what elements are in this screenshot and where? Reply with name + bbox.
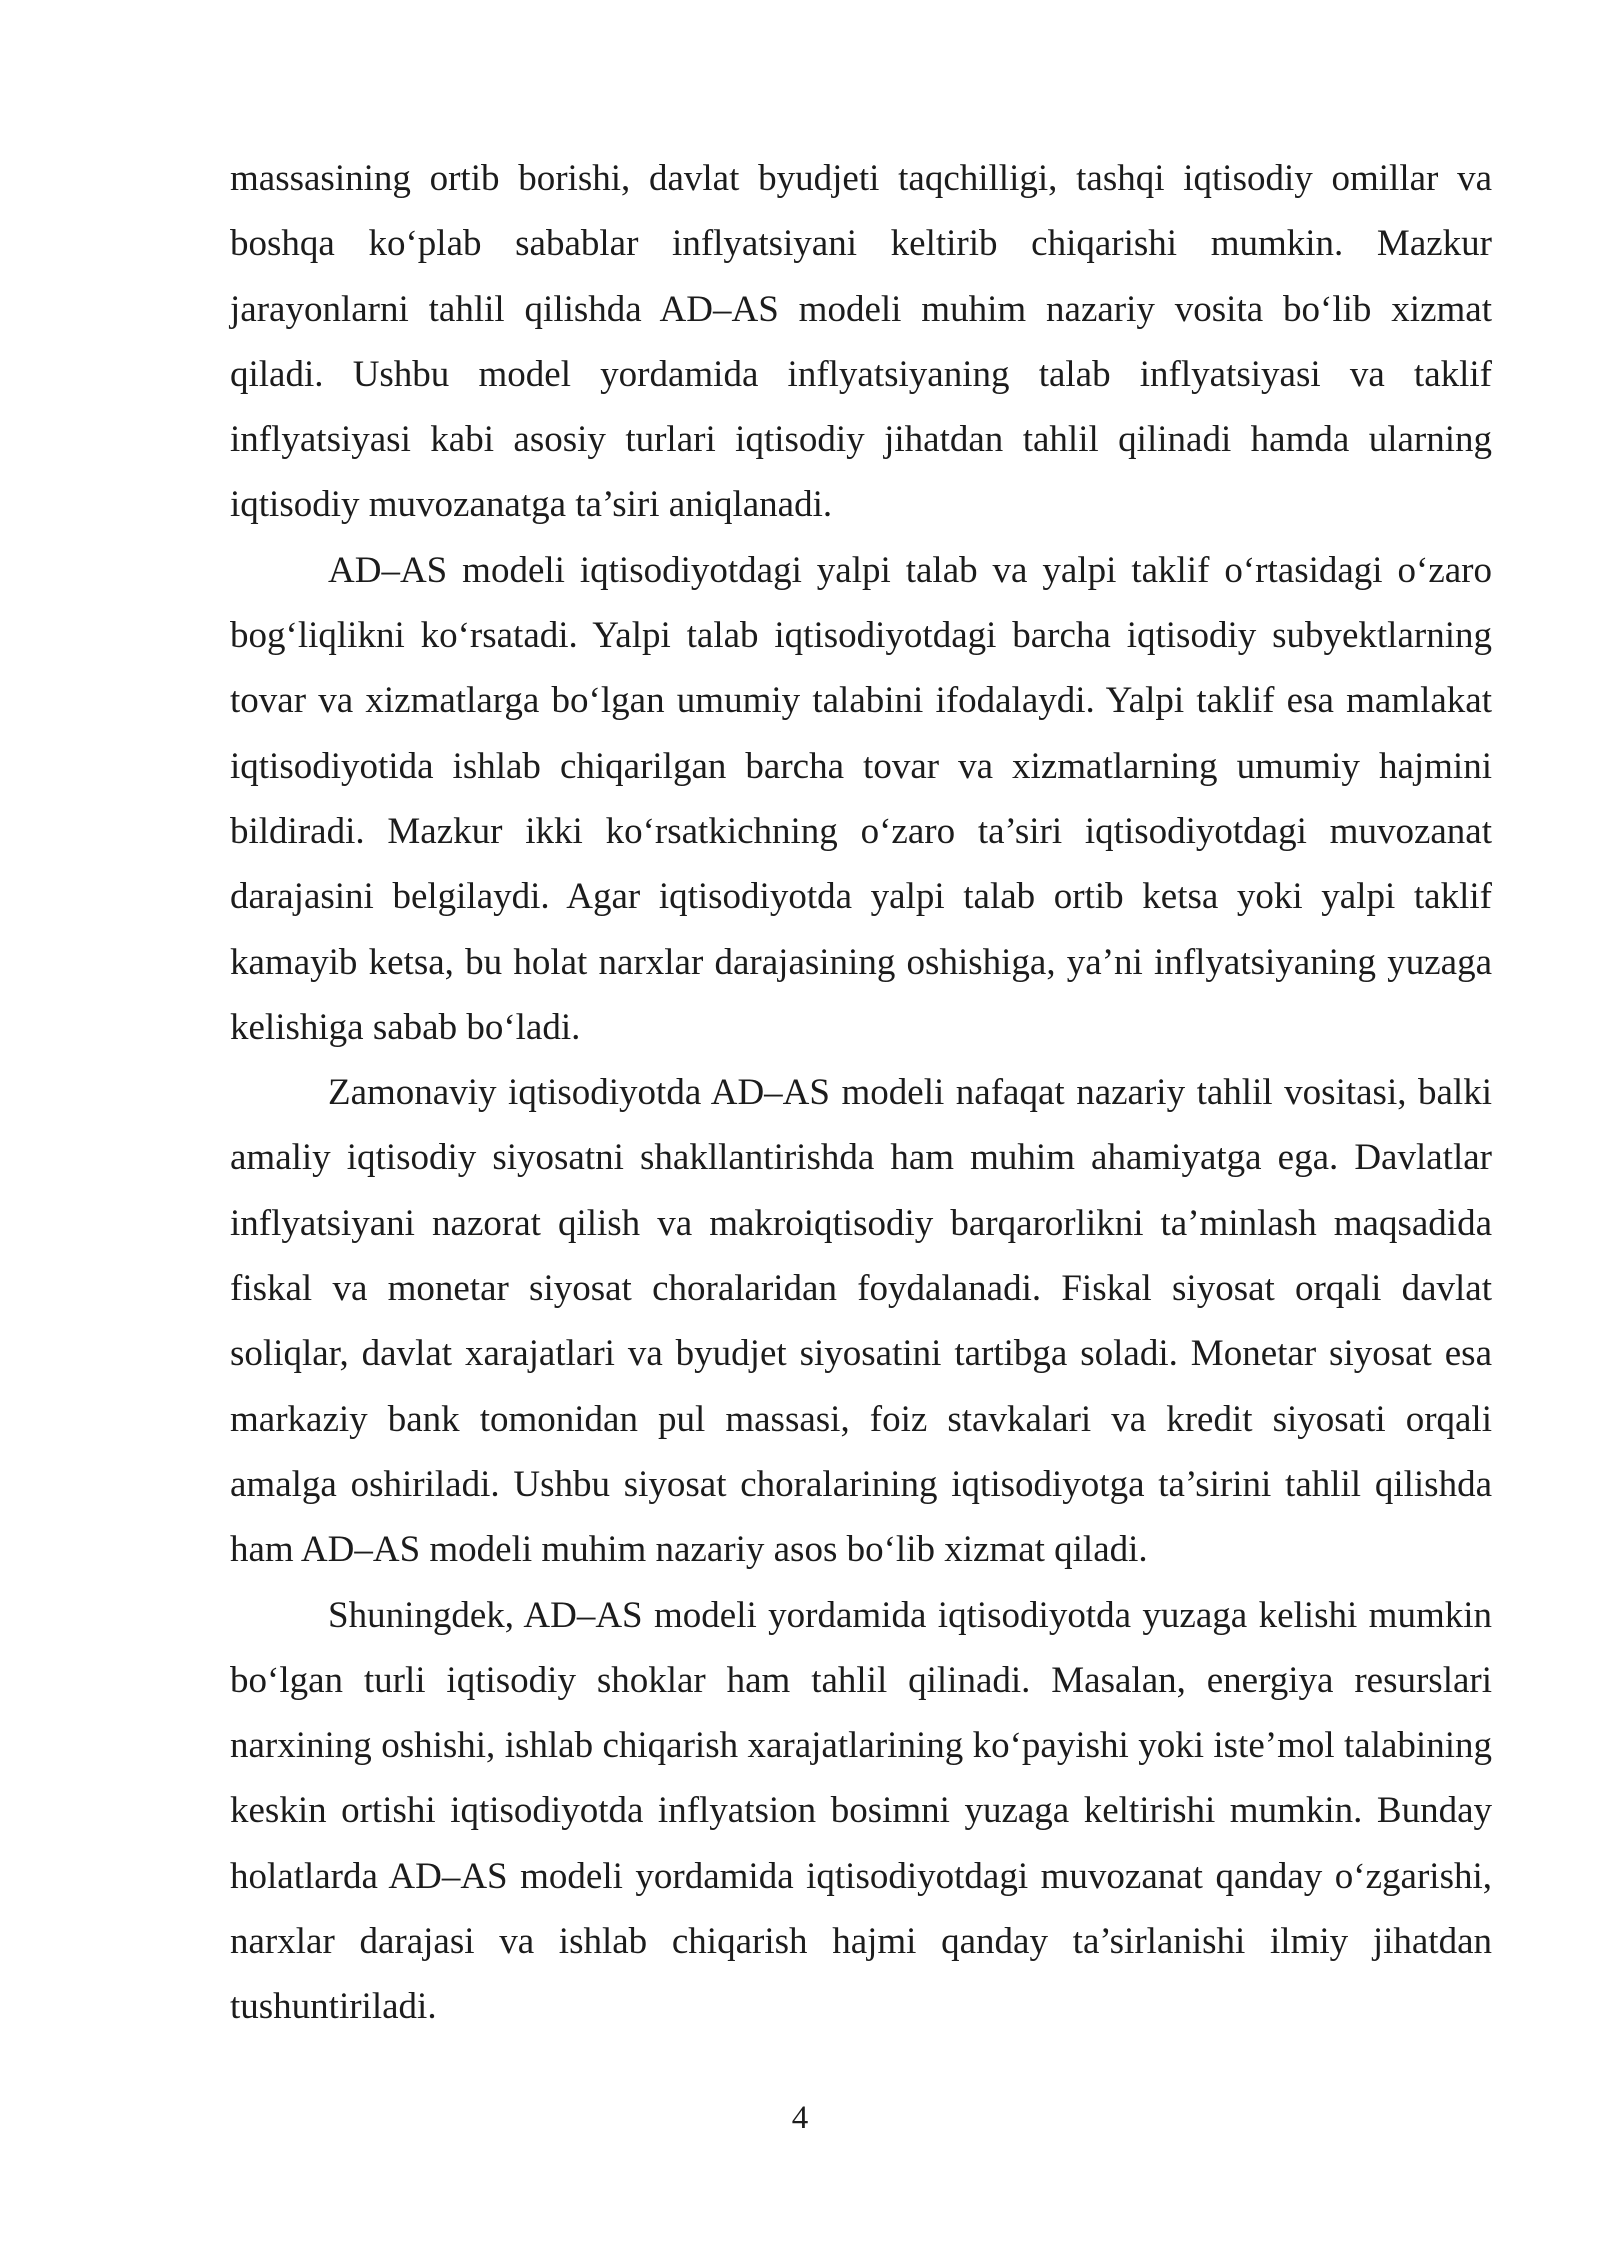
paragraph-1: massasining ortib borishi, davlat byudjeti taqchilligi, tashqi iqtisodiy omillar va boshqa ko‘plab sabablar inflyatsiyani keltirib chiqarishi mumkin. Mazkur jarayonlarni tahlil qilishda AD–AS modeli muhim nazariy vosita bo‘lib xizmat qiladi. Ushbu model yordamida inflyatsiyaning talab inflyatsiyasi va taklif inflyatsiyasi kabi asosiy turlari iqtisodiy jihatdan tahlil qilinadi hamda ularning iqtisodiy muvozanatga ta’siri aniqlanadi. <box>230 158 1492 526</box>
paragraph-2: AD–AS modeli iqtisodiyotdagi yalpi talab va yalpi taklif o‘rtasidagi o‘zaro bog‘liqlikni ko‘rsatadi. Yalpi talab iqtisodiyotdagi barcha iqtisodiy subyektlarning tovar va xizmatlarga bo‘lgan umumiy talabini ifodalaydi. Yalpi taklif esa mamlakat iqtisodiyotida ishlab chiqarilgan barcha tovar va xizmatlarning umumiy hajmini bildiradi. Mazkur ikki ko‘rsatkichning o‘zaro ta’siri iqtisodiyotdagi muvozanat darajasini belgilaydi. Agar iqtisodiyotda yalpi talab ortib ketsa yoki yalpi taklif kamayib ketsa, bu holat narxlar darajasining oshishiga, ya’ni inflyatsiyaning yuzaga kelishiga sabab bo‘ladi. <box>230 549 1492 1048</box>
paragraph-4: Shuningdek, AD–AS modeli yordamida iqtisodiyotda yuzaga kelishi mumkin bo‘lgan turli iqtisodiy shoklar ham tahlil qilinadi. Masalan, energiya resurslari narxining oshishi, ishlab chiqarish xarajatlarining ko‘payishi yoki iste’mol talabining keskin ortishi iqtisodiyotda inflyatsion bosimni yuzaga keltirishi mumkin. Bunday holatlarda AD–AS modeli yordamida iqtisodiyotdagi muvozanat qanday o‘zgarishi, narxlar darajasi va ishlab chiqarish hajmi qanday ta’sirlanishi ilmiy jihatdan tushuntiriladi. <box>230 1594 1492 2028</box>
page-number: 4 <box>791 2100 809 2136</box>
document-body <box>230 146 1492 2040</box>
paragraph-3: Zamonaviy iqtisodiyotda AD–AS modeli nafaqat nazariy tahlil vositasi, balki amaliy iqtisodiy siyosatni shakllantirishda ham muhim ahamiyatga ega. Davlatlar inflyatsiyani nazorat qilish va makroiqtisodiy barqarorlikni ta’minlash maqsadida fiskal va monetar siyosat choralaridan foydalanadi. Fiskal siyosat orqali davlat soliqlar, davlat xarajatlari va byudjet siyosatini tartibga soladi. Monetar siyosat esa markaziy bank tomonidan pul massasi, foiz stavkalari va kredit siyosati orqali amalga oshiriladi. Ushbu siyosat choralarining iqtisodiyotga ta’sirini tahlil qilishda ham AD–AS modeli muhim nazariy asos bo‘lib xizmat qiladi. <box>230 1072 1492 1571</box>
